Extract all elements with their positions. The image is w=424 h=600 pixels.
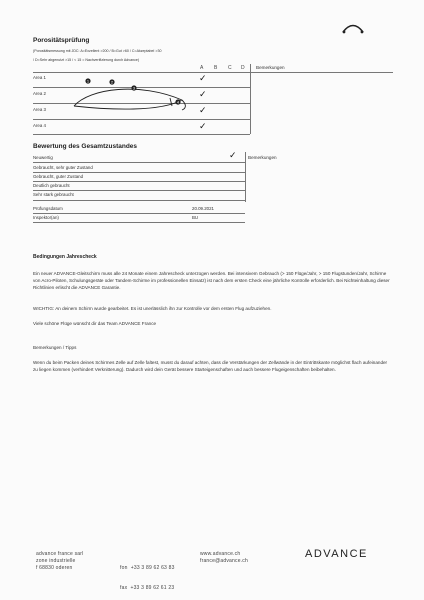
condition-option-worn: Deutlich gebraucht xyxy=(33,183,70,188)
marker-2: 2 xyxy=(110,79,114,85)
footer-company xyxy=(36,551,83,571)
condition-new-check-icon: ✓ xyxy=(229,151,237,161)
footer-phone xyxy=(120,551,175,598)
porosity-note-1: (Porositätsmessung mit JDC: A=Exzellent >200 / B=Gut >60 / C=Akzeptabel >30 xyxy=(33,49,162,53)
footer-website-link[interactable]: www.advance.ch xyxy=(200,551,241,557)
area-1-label: Area 1 xyxy=(33,75,46,80)
inspection-date-value: 20.09.2021 xyxy=(192,206,214,211)
column-d: D xyxy=(241,65,245,71)
area-2-label: Area 2 xyxy=(33,91,46,96)
condition-option-very-good: Gebraucht, sehr guter Zustand xyxy=(33,165,93,170)
remarks-text: Wenn du beim Packen deines Schirmes Zelle auf Zelle faltest, musst du darauf achten, dass die Verstärkungen der Zellwände in der Eintrittskante möglichst flach aufeinander zu liegen kommen (verhindert Verknitterung). Dadurch wird dein Gerät bessere Starteigenschaften und auch bessere Flugeigenschaften beibehalten. xyxy=(33,360,388,373)
condition-rule-2 xyxy=(33,172,245,173)
footer-company-line-3: f 68830 oderen xyxy=(36,564,73,571)
column-a: A xyxy=(200,65,204,71)
inspection-rule-2 xyxy=(33,222,245,223)
condition-rule-1 xyxy=(33,162,245,163)
footer-email-link[interactable]: france@advance.ch xyxy=(200,557,248,564)
remarks-title: Bemerkungen / Tipps xyxy=(33,345,77,350)
condition-title: Bewertung des Gesamtzustandes xyxy=(33,143,138,150)
condition-remarks-label: Bemerkungen xyxy=(248,155,277,160)
area-1-check-icon: ✓ xyxy=(199,74,207,84)
area-4-rule xyxy=(33,134,250,135)
paraglider-logo-icon xyxy=(341,21,365,34)
marker-1: 1 xyxy=(86,78,90,84)
condition-option-very-worn: Sehr stark gebraucht xyxy=(33,192,74,197)
area-4-check-icon: ✓ xyxy=(199,122,207,132)
porosity-remarks-label: Bemerkungen xyxy=(256,65,285,70)
condition-option-new: Neuwertig xyxy=(33,155,53,160)
conditions-paragraph-2: WICHTIG: An deinem Schirm wurde gearbeitet. Es ist unerlässlich ihn zur Kontrolle vor dem ersten Flug aufzuziehen. xyxy=(33,306,272,311)
area-2-check-icon: ✓ xyxy=(199,90,207,100)
wing-leading-edge xyxy=(182,100,185,110)
area-4-label: Area 4 xyxy=(33,123,46,128)
condition-rule-5 xyxy=(33,200,245,201)
footer-brand-logo: ADVANCE xyxy=(305,548,368,560)
footer-company-line-1: advance france sarl xyxy=(36,551,84,557)
condition-rule-3 xyxy=(33,181,245,182)
conditions-paragraph-3: Viele schöne Flüge wünscht dir das Team ADVANCE France xyxy=(33,321,157,326)
marker-4: 4 xyxy=(176,99,180,105)
porosity-remarks-divider xyxy=(250,64,251,134)
condition-rule-4 xyxy=(33,190,245,191)
footer-company-line-2: zone industrielle xyxy=(36,557,76,564)
area-3-check-icon: ✓ xyxy=(199,106,207,116)
wing-lower-surface xyxy=(74,100,182,109)
porosity-header-rule xyxy=(33,72,393,73)
footer-phone-line: fon +33 3 89 62 63 83 xyxy=(120,564,175,571)
porosity-title: Porositätsprüfung xyxy=(33,37,90,44)
area-3-label: Area 3 xyxy=(33,107,46,112)
condition-remarks-divider xyxy=(245,152,246,202)
column-b: B xyxy=(214,65,218,71)
condition-option-good: Gebraucht, guter Zustand xyxy=(33,174,84,179)
inspector-value: BU xyxy=(192,215,199,220)
inspector-label: Inspektor(an) xyxy=(33,215,59,220)
inspection-rule-1 xyxy=(33,213,245,214)
inspection-date-label: Prüfungsdatum xyxy=(33,206,63,211)
wing-upper-surface xyxy=(74,89,182,106)
footer-web xyxy=(200,551,248,565)
conditions-paragraph-1: Ein neuer ADVANCE-Gleitschirm muss alle 24 Monate einem Jahrescheck unterzogen werden. Bei intensivem Gebrauch (> 150 Flüge/Jahr, > 150 Flugstunden/Jahr, Schirme von Acro-Piloten, Schulungsgeräte oder Tandem-Schirme im professionellen Einsatz) ist nach dem ersten Check eine jährliche Kontrolle erforderlich. Bei Nichteinhaltung dieser Richtlinien erlischt die ADVANCE Garantie. xyxy=(33,271,390,291)
conditions-title: Bedingungen Jahrescheck xyxy=(33,254,97,260)
footer-fax-line: fax +33 3 89 62 61 23 xyxy=(120,584,175,591)
column-c: C xyxy=(228,65,232,71)
marker-3: 3 xyxy=(132,85,136,91)
porosity-note-2: / D=Sehr abgenutzt >15 / < 15 = Nachverifizierung durch Advance) xyxy=(33,58,140,62)
wing-profile-diagram xyxy=(70,76,195,126)
